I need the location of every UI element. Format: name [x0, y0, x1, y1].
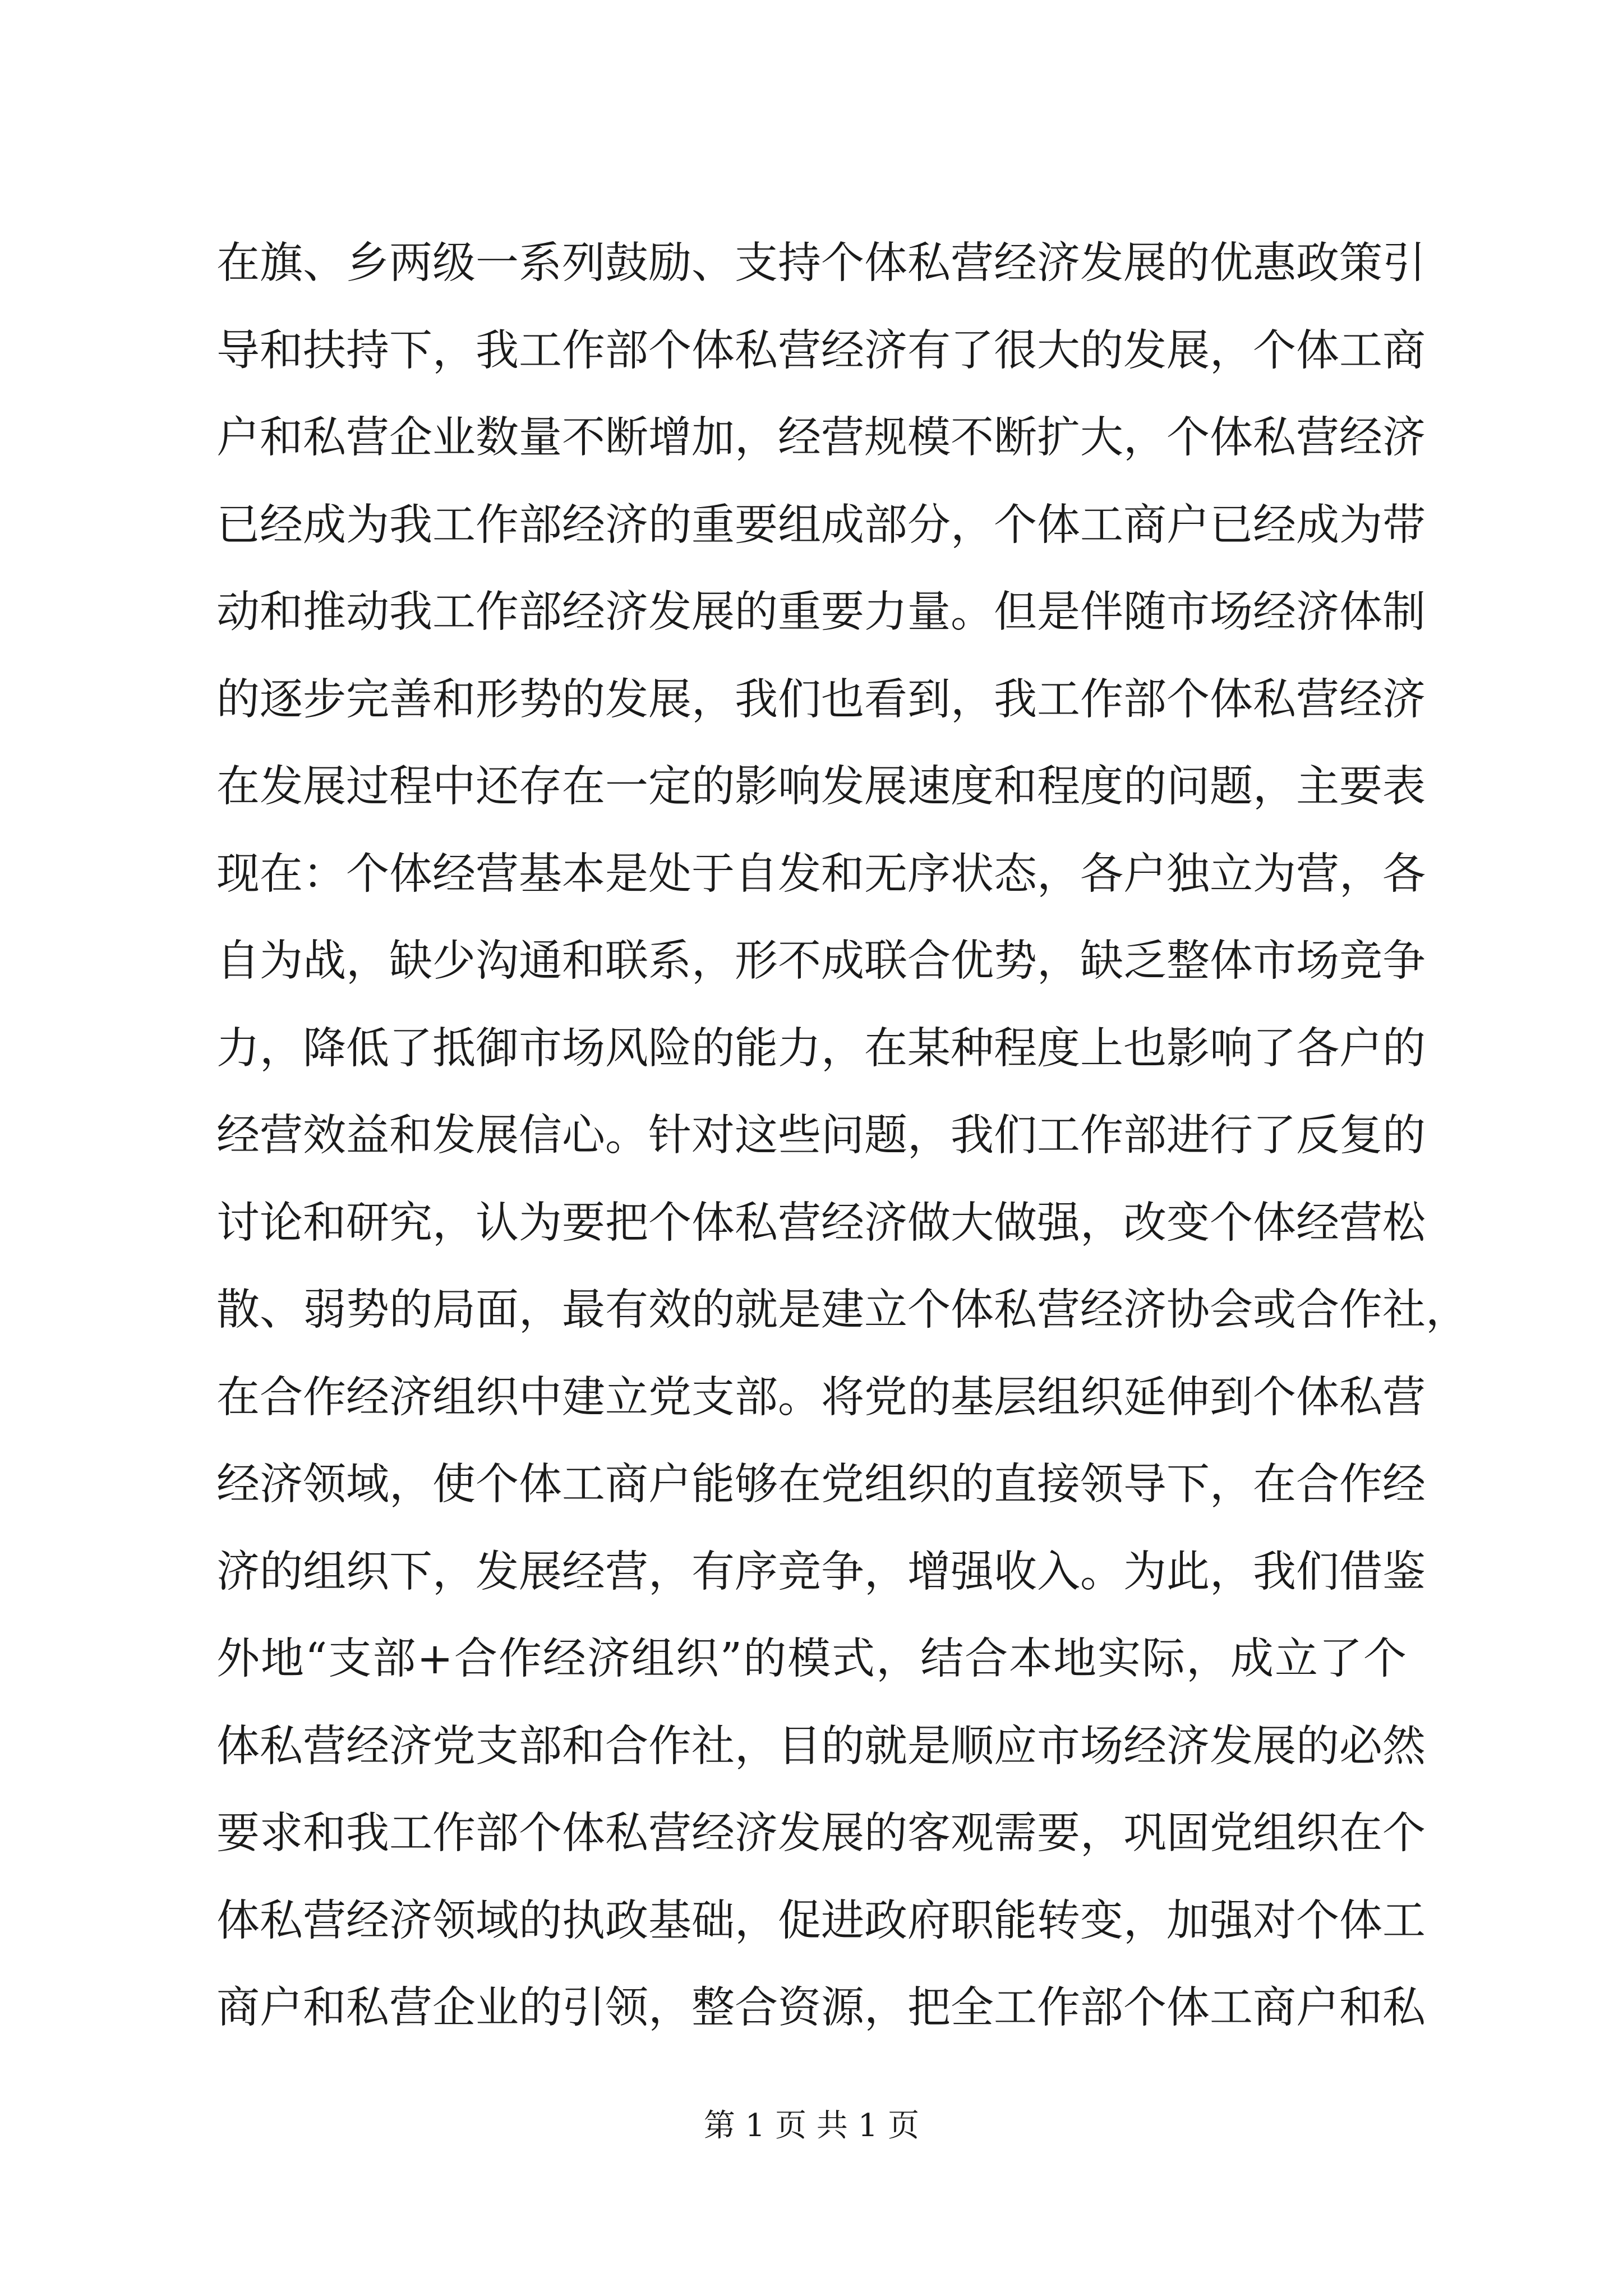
- text-line: 力，降低了抵御市场风险的能力，在某种程度上也影响了各户的: [216, 1023, 1426, 1074]
- body-paragraph: [216, 220, 1469, 2052]
- text-line: 的逐步完善和形势的发展，我们也看到，我工作部个体私营经济: [216, 674, 1426, 725]
- text-line: 导和扶持下，我工作部个体私营经济有了很大的发展，个体工商: [216, 325, 1426, 376]
- text-line: 在合作经济组织中建立党支部。将党的基层组织延伸到个体私营: [216, 1372, 1426, 1423]
- text-line: 在发展过程中还存在一定的影响发展速度和程度的问题，主要表: [216, 762, 1426, 812]
- text-line: 动和推动我工作部经济发展的重要力量。但是伴随市场经济体制: [216, 587, 1426, 637]
- text-line: 济的组织下，发展经营，有序竞争，增强收入。为此，我们借鉴: [216, 1547, 1426, 1597]
- text-line: 商户和私营企业的引领，整合资源，把全工作部个体工商户和私: [216, 1983, 1426, 2033]
- text-line: 户和私营企业数量不断增加，经营规模不断扩大，个体私营经济: [216, 413, 1426, 463]
- text-line: 要求和我工作部个体私营经济发展的客观需要，巩固党组织在个: [216, 1809, 1426, 1858]
- text-line: 体私营经济党支部和合作社，目的就是顺应市场经济发展的必然: [216, 1721, 1426, 1772]
- text-line: 经营效益和发展信心。针对这些问题，我们工作部进行了反复的: [216, 1111, 1426, 1161]
- text-line: 讨论和研究，认为要把个体私营经济做大做强，改变个体经营松: [216, 1198, 1426, 1248]
- page-footer: 第 1 页 共 1 页: [703, 2108, 920, 2144]
- text-line: 体私营经济领域的执政基础，促进政府职能转变，加强对个体工: [216, 1895, 1426, 1946]
- text-line: 自为战，缺少沟通和联系，形不成联合优势，缺乏整体市场竞争: [216, 936, 1426, 986]
- text-line: 散、弱势的局面，最有效的就是建立个体私营经济协会或合作社，: [216, 1285, 1469, 1335]
- text-line: 经济领域，使个体工商户能够在党组织的直接领导下，在合作经: [216, 1460, 1426, 1510]
- text-line: 现在：个体经营基本是处于自发和无序状态，各户独立为营，各: [216, 849, 1426, 899]
- text-line: 已经成为我工作部经济的重要组成部分，个体工商户已经成为带: [216, 500, 1426, 550]
- text-line: 外地“支部+合作经济组织”的模式，结合本地实际，成立了个: [216, 1634, 1407, 1684]
- text-line: 在旗、乡两级一系列鼓励、支持个体私营经济发展的优惠政策引: [216, 238, 1426, 288]
